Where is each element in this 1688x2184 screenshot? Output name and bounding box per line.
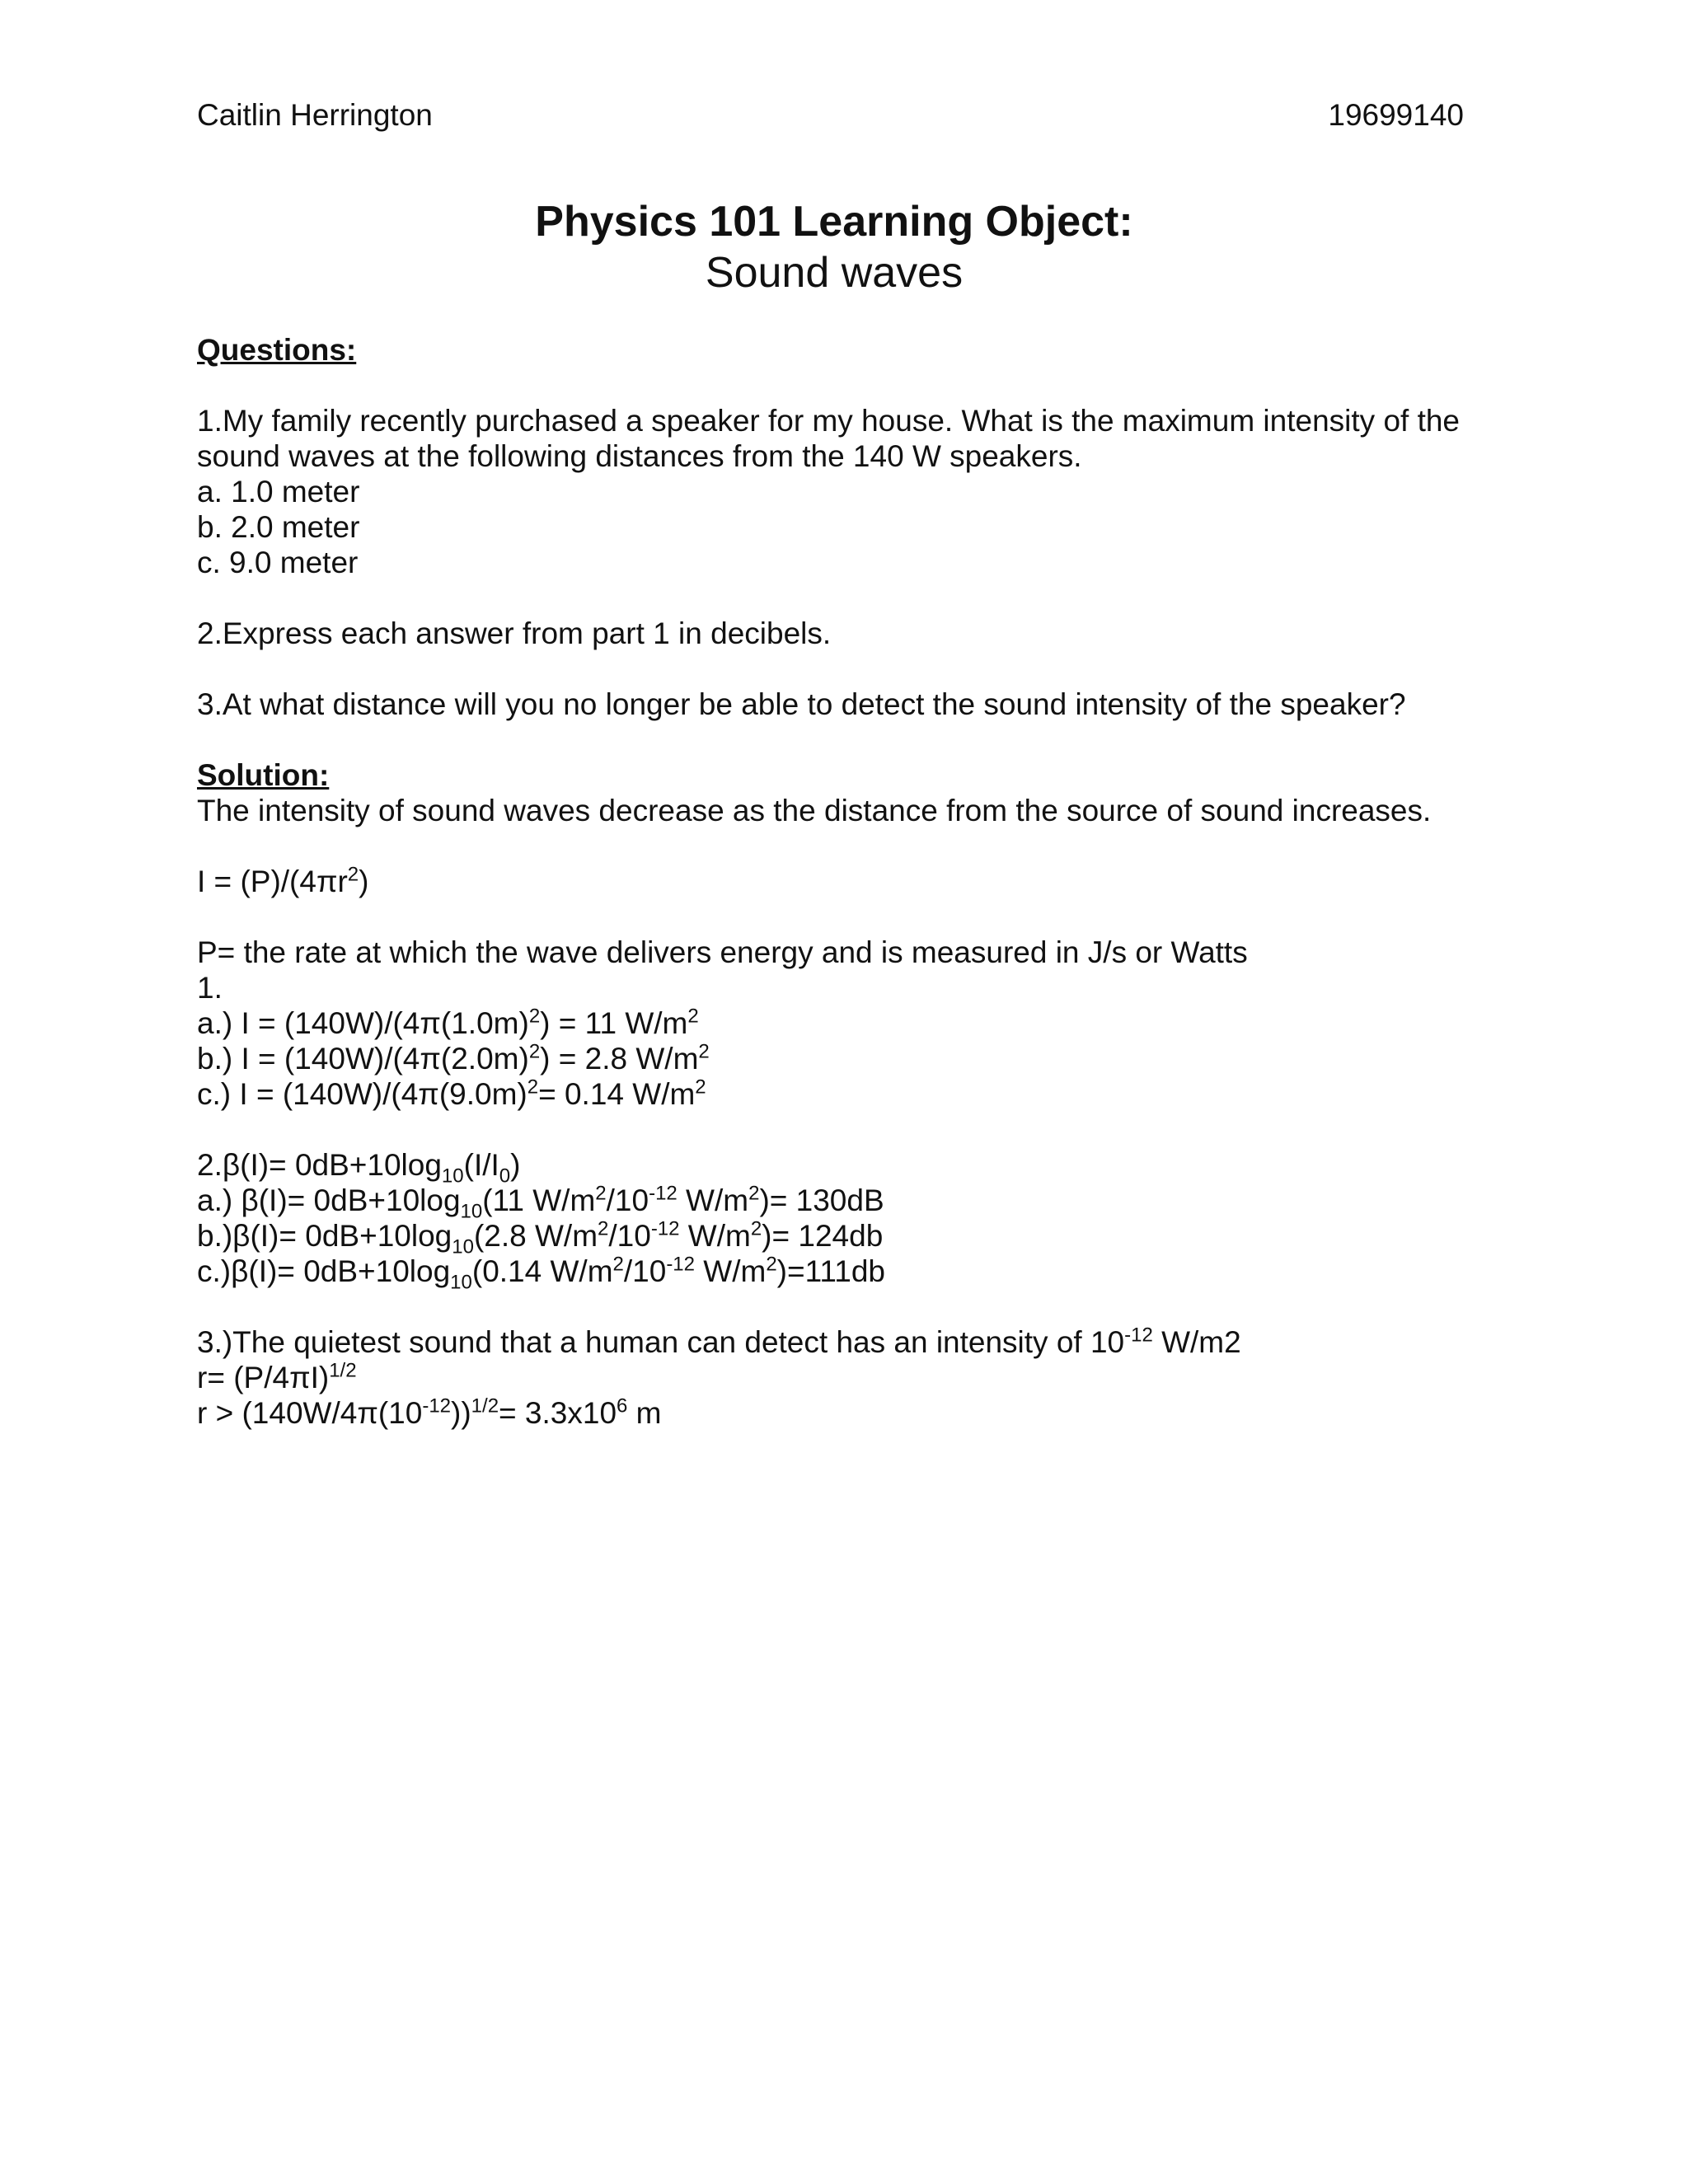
text-fragment: -12 xyxy=(650,1217,680,1240)
student-id: 19699140 xyxy=(1328,98,1464,132)
solution-heading: Solution: xyxy=(197,758,330,792)
text-fragment: 2 xyxy=(612,1253,624,1276)
text-fragment: (I/I xyxy=(463,1148,499,1182)
text-fragment: 2 xyxy=(750,1217,762,1240)
text-fragment: 2 xyxy=(347,863,359,886)
question-1-continued: sound waves at the following distances from the 140 W speakers. xyxy=(197,439,1082,473)
question-1a: a. 1.0 meter xyxy=(197,475,360,509)
text-fragment: 2 xyxy=(766,1253,777,1276)
question-1b: b. 2.0 meter xyxy=(197,510,360,544)
solution-3 xyxy=(197,1324,1483,1360)
text-fragment: 2.β(I)= 0dB+10log xyxy=(197,1148,442,1182)
question-1c: c. 9.0 meter xyxy=(197,546,359,579)
text-fragment: 2 xyxy=(595,1182,607,1205)
text-fragment: 2 xyxy=(748,1182,760,1205)
text-fragment: /10 xyxy=(606,1183,649,1217)
solution-1c xyxy=(197,1076,1483,1112)
text-fragment: 2 xyxy=(528,1005,541,1028)
part-1-label: 1. xyxy=(197,971,223,1005)
text-fragment: 2 xyxy=(698,1040,710,1063)
text-fragment: W/m xyxy=(677,1183,749,1217)
text-fragment: (0.14 W/m xyxy=(471,1254,613,1288)
text-fragment: I = (P)/(4πr xyxy=(197,865,348,898)
text-fragment: -12 xyxy=(422,1394,452,1418)
text-fragment: r= (P/4πI) xyxy=(197,1361,330,1394)
solution-1a xyxy=(197,1005,1483,1041)
decibel-formula xyxy=(197,1147,1483,1188)
text-fragment: )=111db xyxy=(776,1254,885,1288)
author-name: Caitlin Herrington xyxy=(197,98,433,132)
text-fragment: -12 xyxy=(1124,1324,1153,1347)
text-fragment: W/m2 xyxy=(1152,1325,1241,1359)
text-fragment: 0 xyxy=(499,1165,511,1188)
document-body xyxy=(197,332,1483,1431)
text-fragment: 1/2 xyxy=(471,1394,499,1418)
solution-1b xyxy=(197,1041,1483,1076)
text-fragment: 10 xyxy=(441,1165,464,1188)
text-fragment: ) = 2.8 W/m xyxy=(540,1042,699,1076)
text-fragment: b.)β(I)= 0dB+10log xyxy=(197,1219,452,1253)
text-fragment: ) xyxy=(359,865,369,898)
power-definition: P= the rate at which the wave delivers energy and is measured in J/s or Watts xyxy=(197,935,1248,969)
text-fragment: b.) I = (140W)/(4π(2.0m) xyxy=(197,1042,529,1076)
text-fragment: c.)β(I)= 0dB+10log xyxy=(197,1254,451,1288)
questions-heading: Questions: xyxy=(197,333,357,367)
title-block xyxy=(0,196,1668,298)
text-fragment: a.) I = (140W)/(4π(1.0m) xyxy=(197,1006,529,1040)
solution-2c xyxy=(197,1253,1483,1294)
text-fragment: W/m xyxy=(695,1254,767,1288)
text-fragment: )) xyxy=(451,1396,471,1430)
radius-answer xyxy=(197,1395,1483,1431)
solution-2a xyxy=(197,1182,1483,1223)
text-fragment: )= 130dB xyxy=(759,1183,884,1217)
text-fragment: ) xyxy=(510,1148,521,1182)
text-fragment: a.) β(I)= 0dB+10log xyxy=(197,1183,461,1217)
text-fragment: 2 xyxy=(687,1005,699,1028)
intensity-formula xyxy=(197,864,1483,899)
radius-formula xyxy=(197,1360,1483,1395)
text-fragment: = 0.14 W/m xyxy=(538,1077,696,1111)
text-fragment: 6 xyxy=(617,1394,628,1418)
text-fragment: -12 xyxy=(666,1253,695,1276)
question-1: 1.My family recently purchased a speaker for my house. What is the maximum intensity of the xyxy=(197,404,1461,438)
text-fragment: 10 xyxy=(450,1271,472,1294)
text-fragment: 1/2 xyxy=(329,1359,357,1382)
text-fragment: 2 xyxy=(695,1076,706,1099)
text-fragment: -12 xyxy=(649,1182,678,1205)
text-fragment: 2 xyxy=(527,1076,539,1099)
question-3: 3.At what distance will you no longer be able to detect the sound intensity of the speaker? xyxy=(197,687,1406,721)
text-fragment: ) = 11 W/m xyxy=(540,1006,688,1040)
question-2: 2.Express each answer from part 1 in decibels. xyxy=(197,616,832,650)
text-fragment: c.) I = (140W)/(4π(9.0m) xyxy=(197,1077,528,1111)
text-fragment: 3.)The quietest sound that a human can detect has an intensity of 10 xyxy=(197,1325,1125,1359)
text-fragment: 2 xyxy=(528,1040,541,1063)
page-subtitle: Sound waves xyxy=(705,249,964,297)
solution-intro: The intensity of sound waves decrease as the distance from the source of sound increases. xyxy=(197,794,1432,827)
page-title: Physics 101 Learning Object: xyxy=(535,198,1133,246)
text-fragment: = 3.3x10 xyxy=(499,1396,617,1430)
text-fragment: 10 xyxy=(460,1200,483,1223)
text-fragment: W/m xyxy=(679,1219,751,1253)
text-fragment: m xyxy=(627,1396,662,1430)
text-fragment: (2.8 W/m xyxy=(473,1219,598,1253)
text-fragment: 10 xyxy=(452,1235,474,1258)
text-fragment: 2 xyxy=(598,1217,609,1240)
text-fragment: (11 W/m xyxy=(482,1183,596,1217)
solution-2b xyxy=(197,1217,1483,1258)
text-fragment: /10 xyxy=(623,1254,667,1288)
text-fragment: )= 124db xyxy=(762,1219,884,1253)
text-fragment: r > (140W/4π(10 xyxy=(197,1396,423,1430)
text-fragment: /10 xyxy=(608,1219,651,1253)
